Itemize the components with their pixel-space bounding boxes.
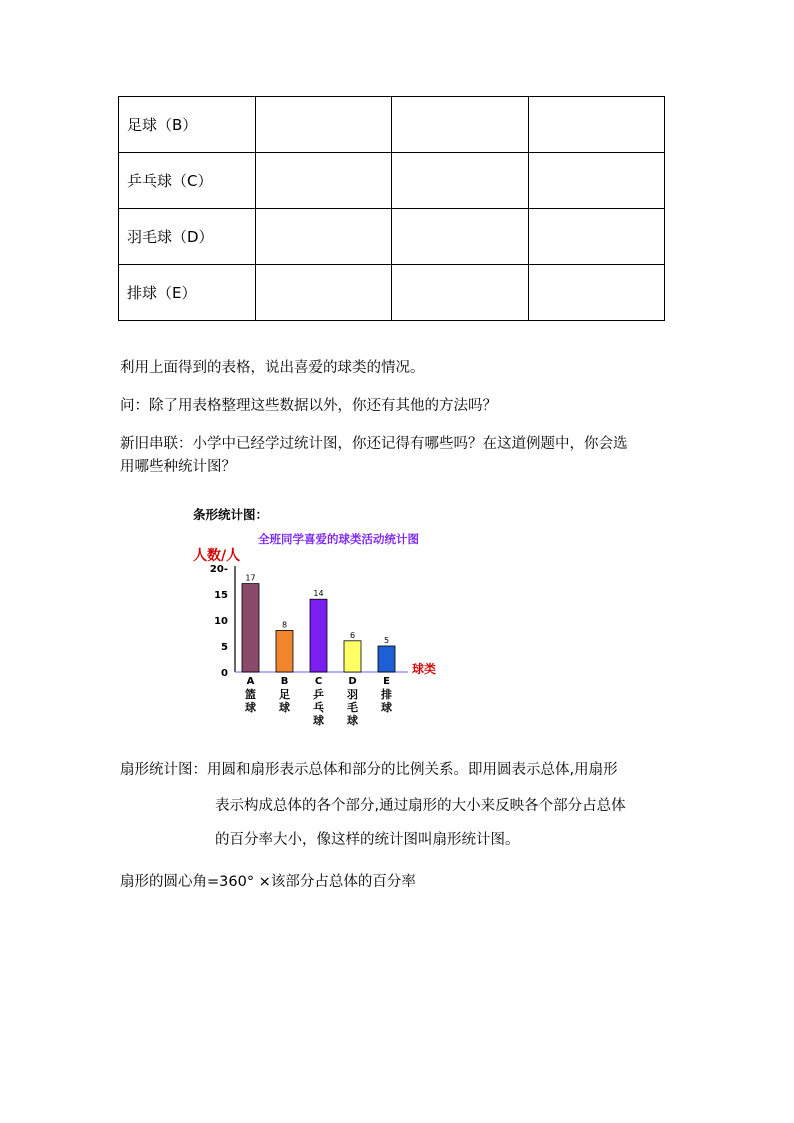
data-label: 17: [245, 573, 256, 583]
category-tick-label: A: [246, 676, 255, 687]
tally-table: [118, 96, 665, 321]
table-empty-cell: [256, 97, 392, 153]
data-label: 14: [313, 589, 324, 599]
pie-definition-line3: 的百分率大小，像这样的统计图叫扇形统计图。: [215, 832, 520, 848]
bar: [242, 584, 259, 672]
pie-definition-text1: 用圆和扇形表示总体和部分的比例关系。即用圆表示总体,用扇形: [207, 762, 618, 778]
category-name-label: 羽毛球: [347, 688, 358, 727]
bar-section-title: 条形统计图：: [193, 507, 269, 522]
pie-definition-label: 扇形统计图：: [120, 762, 207, 778]
table-row-label: 羽毛球（D）: [119, 209, 256, 265]
table-row: [119, 153, 665, 209]
data-label: 8: [281, 620, 288, 630]
category-tick-label: D: [348, 676, 357, 687]
table-empty-cell: [528, 265, 664, 321]
category-tick-label: E: [383, 676, 390, 687]
y-axis-label: 人数/人: [193, 548, 241, 564]
bar: [310, 599, 327, 672]
table-row: [119, 209, 665, 265]
table-empty-cell: [392, 153, 528, 209]
y-tick-label: 0: [221, 668, 228, 679]
pie-definition-line2: 表示构成总体的各个部分,通过扇形的大小来反映各个部分占总体: [215, 798, 626, 814]
data-label: 5: [383, 636, 390, 645]
bar: [378, 646, 395, 672]
category-tick-label: B: [280, 676, 289, 687]
table-row-label: 排球（E）: [119, 265, 256, 321]
data-label: 6: [349, 630, 356, 640]
table-row-label: 乒乓球（C）: [119, 153, 256, 209]
table-row: [119, 97, 665, 153]
table-row-label: 足球（B）: [119, 97, 256, 153]
paragraph-review-line1: 新旧串联：小学中已经学过统计图，你还记得有哪些吗？在这道例题中，你会选: [120, 436, 628, 452]
category-tick-label: C: [314, 676, 323, 687]
table-empty-cell: [256, 153, 392, 209]
paragraph-review-line2: 用哪些种统计图？: [120, 459, 236, 475]
table-empty-cell: [528, 153, 664, 209]
category-name-label: 乒乓球: [313, 688, 324, 727]
y-tick-label: 20-: [209, 564, 228, 575]
category-name-label: 篮球: [245, 688, 256, 714]
table-empty-cell: [392, 265, 528, 321]
bar-chart: [180, 525, 480, 735]
table-empty-cell: [392, 209, 528, 265]
table-empty-cell: [528, 209, 664, 265]
table-empty-cell: [256, 265, 392, 321]
y-tick-label: 10: [214, 616, 228, 627]
x-axis-label: 球类: [412, 662, 437, 676]
table-empty-cell: [256, 209, 392, 265]
category-name-label: 排球: [381, 688, 392, 714]
paragraph-table-usage: 利用上面得到的表格，说出喜爱的球类的情况。: [120, 360, 425, 376]
pie-definition-line1: [120, 759, 618, 781]
bar: [276, 630, 293, 672]
y-tick-label: 5: [221, 642, 228, 653]
bar: [344, 641, 361, 672]
table-empty-cell: [528, 97, 664, 153]
category-name-label: 足球: [279, 688, 290, 714]
table-empty-cell: [392, 97, 528, 153]
central-angle-formula: 扇形的圆心角=360° ×该部分占总体的百分率: [120, 874, 416, 890]
y-tick-label: 15: [214, 590, 228, 601]
table-row: [119, 265, 665, 321]
chart-title: 全班同学喜爱的球类活动统计图: [258, 532, 419, 546]
paragraph-question: 问：除了用表格整理这些数据以外，你还有其他的方法吗？: [120, 398, 497, 414]
